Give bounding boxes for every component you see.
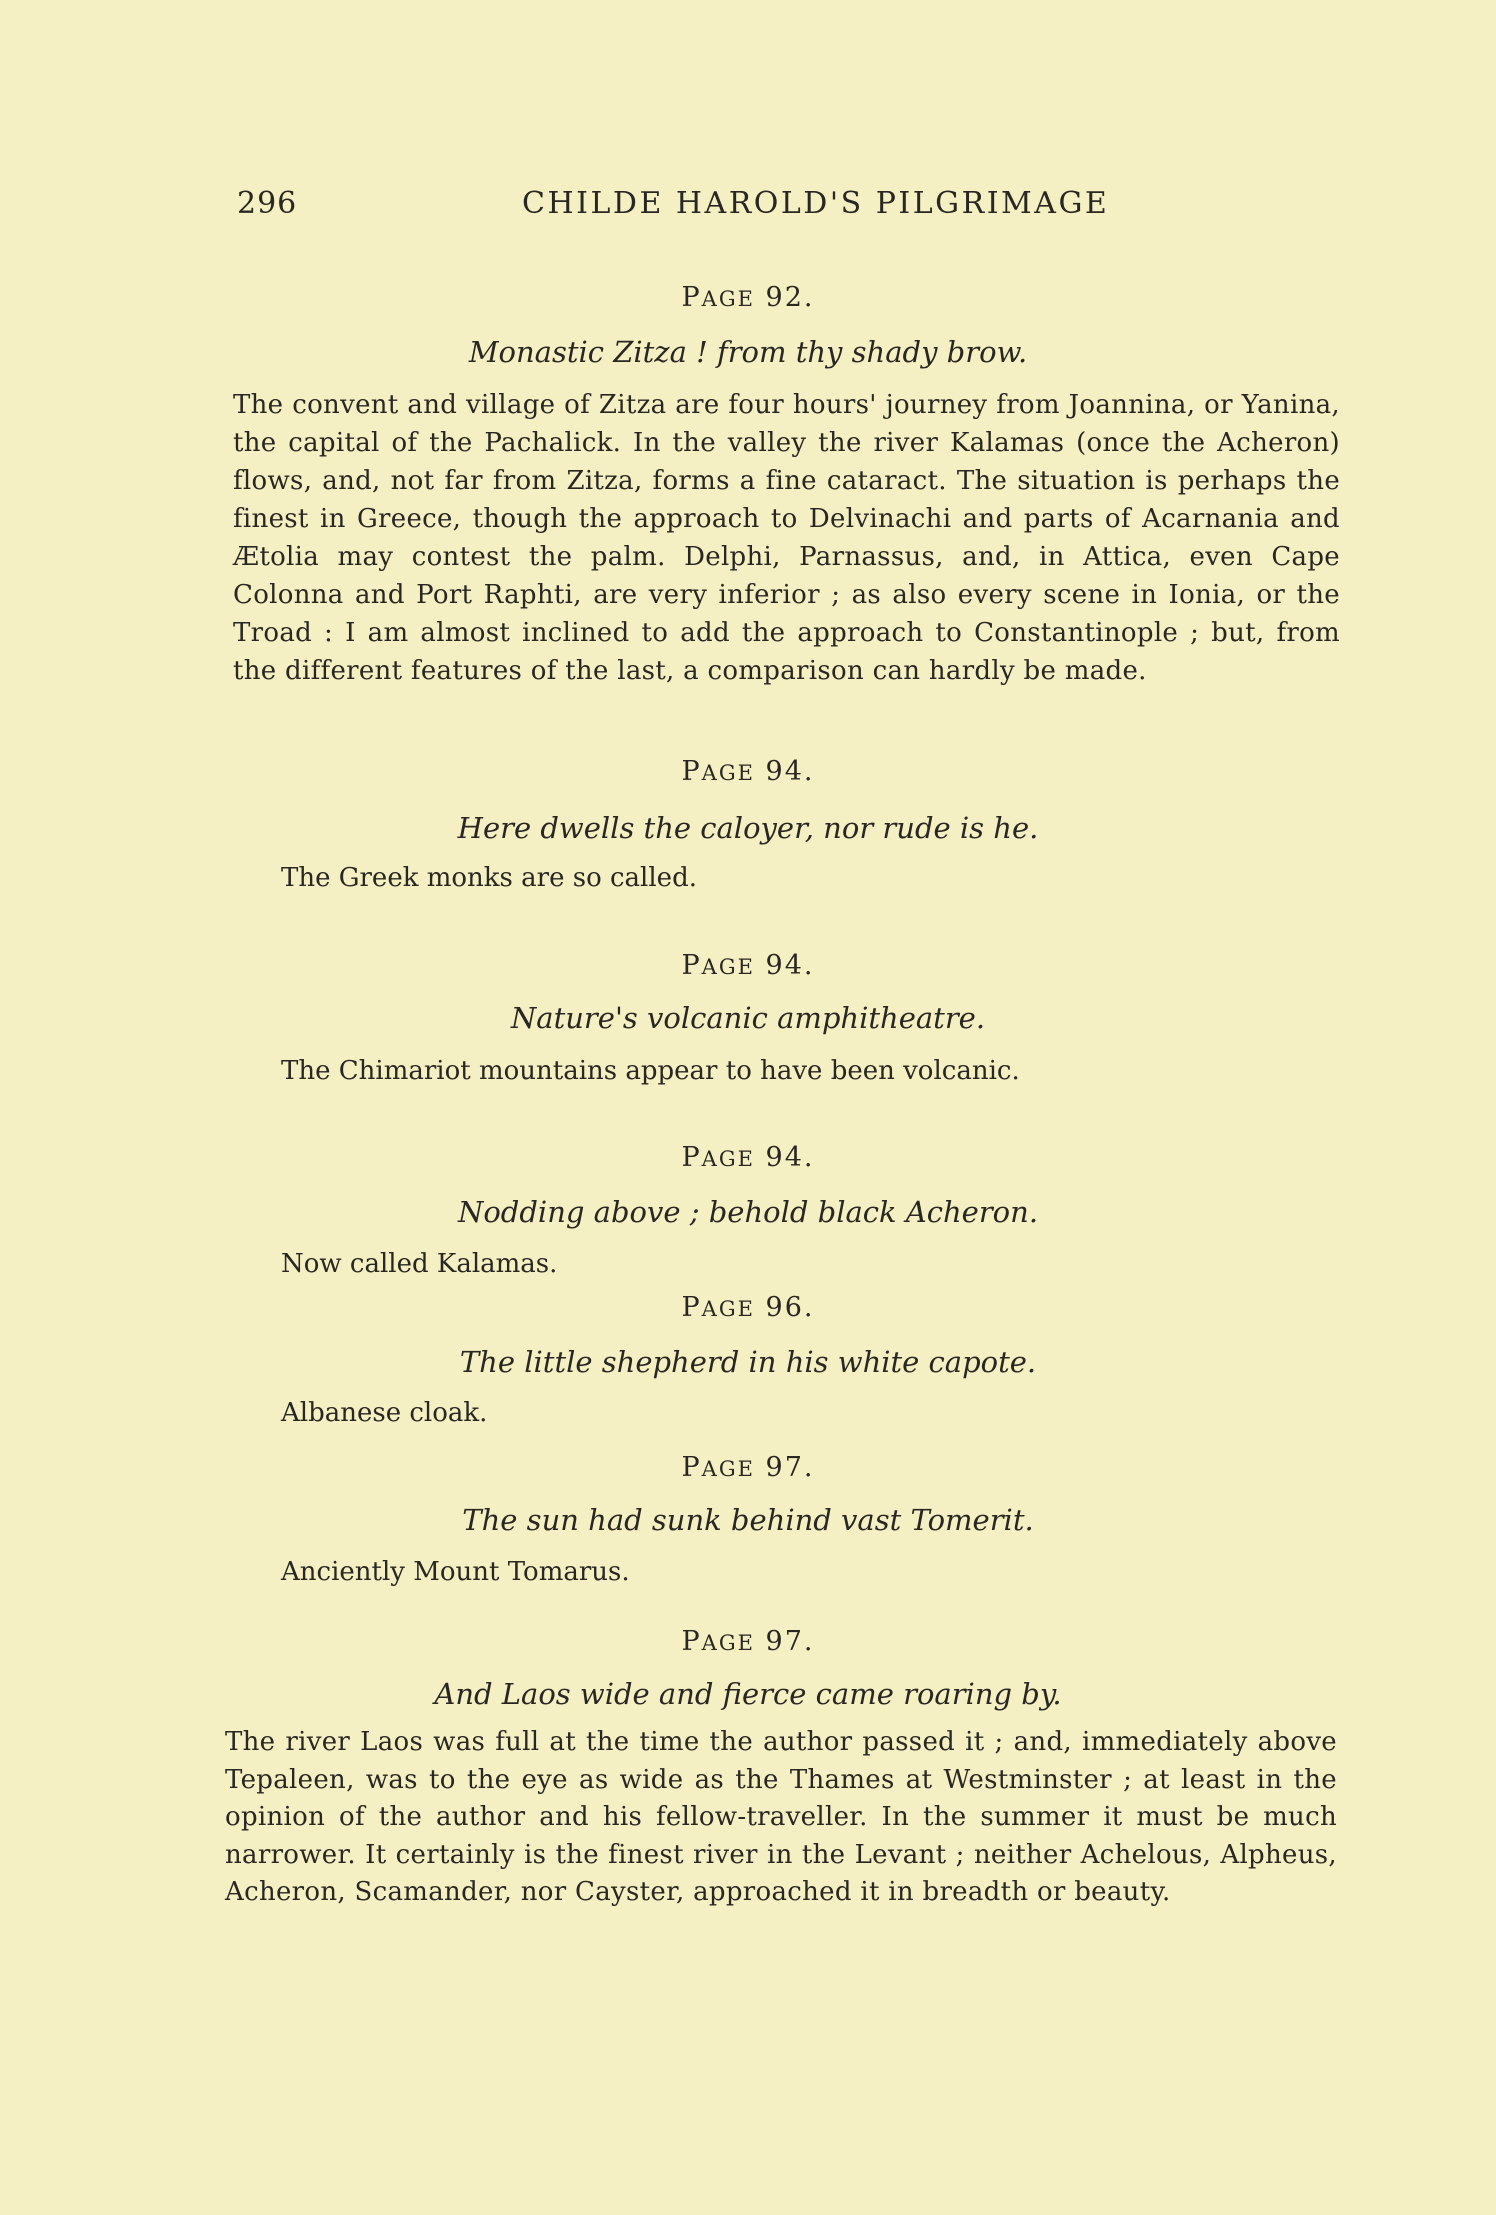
note-ref-6: PAGE 97. <box>681 1452 815 1483</box>
note-quote-2: Here dwells the caloyer, nor rude is he. <box>457 811 1039 845</box>
running-title: CHILDE HAROLD'S PILGRIMAGE <box>522 186 1110 221</box>
note-ref-3: PAGE 94. <box>681 950 815 981</box>
note-ref-1: PAGE 92. <box>681 282 815 313</box>
note-ref-7: PAGE 97. <box>681 1626 815 1657</box>
note-text-6: Anciently Mount Tomarus. <box>281 1557 630 1587</box>
note-quote-5: The little shepherd in his white capote. <box>459 1345 1037 1379</box>
note-text-7: The river Laos was full at the time the author passed it ; and, immediately above Tepaleen, was to the eye as wide as the Thames at Westminster ; at least in the opinion of the author and his fellow-traveller. In the summer it must be much narrower. It certainly is the finest river in the Levant ; neither Achelous, Alpheus, Acheron, Scamander, nor Cayster, approached it in breadth or beauty. <box>225 1727 1337 1907</box>
note-ref-4: PAGE 94. <box>681 1142 815 1173</box>
note-text-2: The Greek monks are so called. <box>281 863 697 893</box>
note-text-3: The Chimariot mountains appear to have been volcanic. <box>281 1056 1020 1086</box>
note-text-1: The convent and village of Zitza are four hours' journey from Joannina, or Yanina, the capital of the Pachalick. In the valley the river Kalamas (once the Acheron) flows, and, not far from Zitza, forms a fine cataract. The situation is perhaps the finest in Greece, though the approach to Delvinachi and parts of Acarnania and Ætolia may contest the palm. Delphi, Parnassus, and, in Attica, even Cape Colonna and Port Raphti, are very inferior ; as also every scene in Ionia, or the Troad : I am almost inclined to add the approach to Constantinople ; but, from the different features of the last, a comparison can hardly be made. <box>233 390 1340 686</box>
note-ref-2: PAGE 94. <box>681 756 815 787</box>
note-quote-1: Monastic Zitza ! from thy shady brow. <box>468 335 1028 369</box>
note-quote-7: And Laos wide and fierce came roaring by. <box>434 1677 1062 1711</box>
note-quote-6: The sun had sunk behind vast Tomerit. <box>462 1503 1034 1537</box>
note-quote-3: Nature's volcanic amphitheatre. <box>510 1001 986 1035</box>
note-quote-4: Nodding above ; behold black Acheron. <box>457 1195 1039 1229</box>
note-text-4: Now called Kalamas. <box>281 1249 558 1279</box>
page-number: 296 <box>237 186 298 221</box>
note-ref-5: PAGE 96. <box>681 1292 815 1323</box>
note-text-5: Albanese cloak. <box>281 1398 488 1428</box>
page-header <box>237 186 1337 226</box>
